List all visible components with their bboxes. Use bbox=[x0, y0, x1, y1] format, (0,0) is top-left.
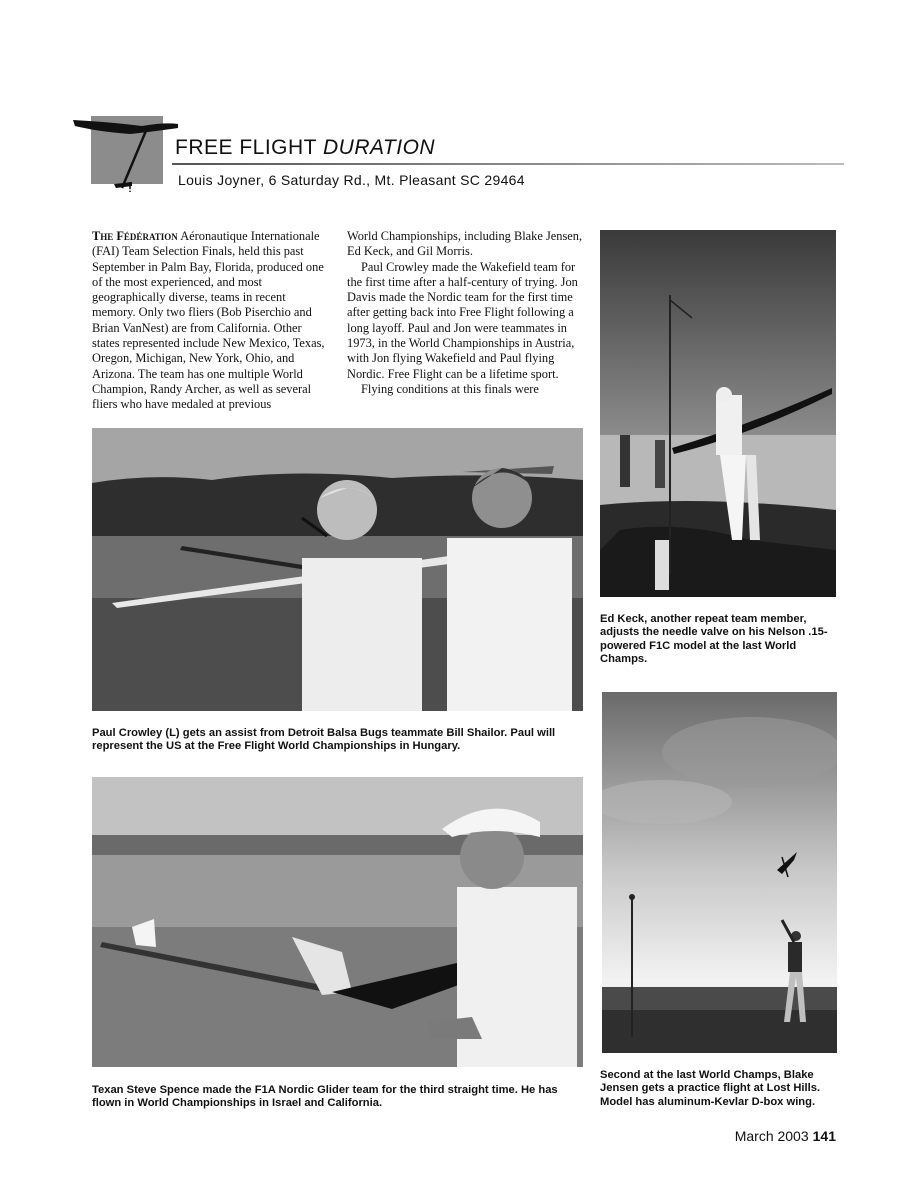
photo-blake-jensen bbox=[602, 692, 837, 1053]
photo-steve-spence bbox=[92, 777, 583, 1067]
photo-ed-keck bbox=[600, 230, 836, 597]
article-column-1 bbox=[92, 229, 328, 413]
photo-paul-crowley bbox=[92, 428, 583, 711]
caption-steve-spence: Texan Steve Spence made the F1A Nordic Glider team for the third straight time. He has flown in World Championships in Israel and California. bbox=[92, 1084, 558, 1110]
article-col2-para-3: Flying conditions at this finals were bbox=[361, 381, 539, 396]
glider-logo-icon bbox=[70, 112, 182, 196]
article-lead-in: The Fédération bbox=[92, 229, 178, 243]
caption-blake-jensen: Second at the last World Champs, Blake Jensen gets a practice flight at Lost Hills. Model has aluminum-Kevlar D-box wing. bbox=[600, 1069, 821, 1108]
caption-ed-keck: Ed Keck, another repeat team member, adjusts the needle valve on his Nelson .15-powered F1C model at the last World Champs. bbox=[600, 613, 828, 666]
issue-date: March 2003 bbox=[734, 1128, 809, 1144]
article-col2-para-2: Paul Crowley made the Wakefield team for the first time after a half-century of trying. Jon Davis made the Nordic team for the first time after getting back into Free Flight following a long layoff. Paul and Jon were teammates in 1973, in the World Championships in Austria, with Jon flying Wakefield and Paul flying Nordic. Free Flight can be a lifetime sport. bbox=[347, 259, 578, 381]
article-col1-text: Aéronautique Internationale (FAI) Team Selection Finals, held this past September in Palm Bay, Florida, produced one of the most experienced, and most geographically diverse, teams in recent memory. Only two fliers (Bob Piserchio and Brian VanNest) are from California. Other states represented include New Mexico, Texas, Oregon, Michigan, New York, Ohio, and Arizona. The team has one multiple World Champion, Randy Archer, as well as several fliers who have medaled at previous bbox=[92, 229, 325, 412]
column-title: FREE FLIGHT DURATION bbox=[175, 136, 436, 159]
article-column-2 bbox=[347, 229, 583, 397]
column-title-italic: DURATION bbox=[322, 136, 436, 159]
caption-paul-crowley: Paul Crowley (L) gets an assist from Detroit Balsa Bugs teammate Bill Shailor. Paul will represent the US at the Free Flight World Championships in Hungary. bbox=[92, 727, 556, 753]
title-rule bbox=[172, 163, 844, 165]
page-number: 141 bbox=[812, 1128, 836, 1144]
page-footer bbox=[735, 1128, 836, 1144]
article-col2-para-1: World Championships, including Blake Jensen, Ed Keck, and Gil Morris. bbox=[347, 229, 583, 259]
author-address: Louis Joyner, 6 Saturday Rd., Mt. Pleasant SC 29464 bbox=[178, 172, 525, 188]
